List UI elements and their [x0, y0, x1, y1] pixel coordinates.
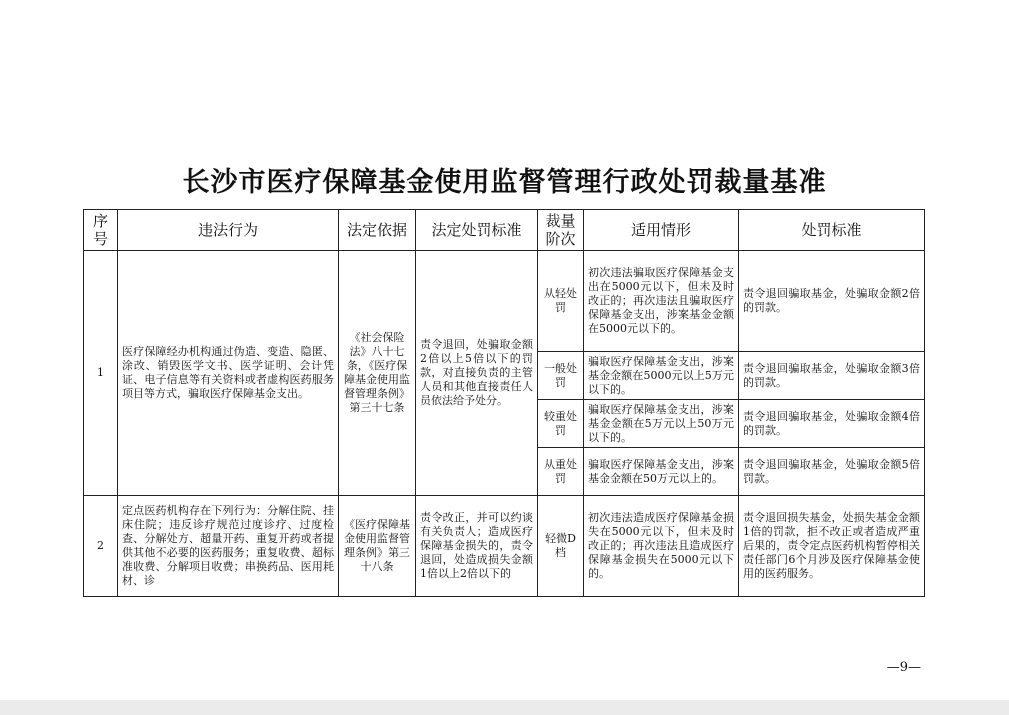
level-situation: 初次违法骗取医疗保障基金支出在5000元以下，但未及时改正的；再次违法且骗取医疗保障基金支出，涉案基金金额在5000元以下的。: [584, 251, 739, 352]
bottom-bar: [0, 700, 1009, 715]
table-row: [84, 251, 925, 352]
level-label: 一般处罚: [538, 352, 584, 400]
row-basis: 《医疗保障基金使用监督管理条例》第三十八条: [339, 496, 416, 597]
level-label: 从重处罚: [538, 448, 584, 496]
row-behavior: 定点医药机构存在下列行为：分解住院、挂床住院；违反诊疗规范过度诊疗、过度检查、分解处方、超量开药、重复开药或者提供其他不必要的医药服务；重复收费、超标准收费、分解项目收费；串换药品、医用耗材、诊: [118, 496, 339, 597]
level-penalty: 责令退回骗取基金，处骗取金额3倍的罚款。: [739, 352, 925, 400]
level-label: 较重处罚: [538, 400, 584, 448]
level-situation: 初次违法造成医疗保障基金损失在5000元以下，但未及时改正的；再次违法且造成医疗保障基金损失在5000元以下的。: [584, 496, 739, 597]
level-label: 从轻处罚: [538, 251, 584, 352]
header-basis: 法定依据: [339, 210, 416, 251]
page-title: 长沙市医疗保障基金使用监督管理行政处罚裁量基准: [182, 167, 827, 198]
row-seq: 2: [84, 496, 118, 597]
level-situation: 骗取医疗保障基金支出，涉案基金金额在5万元以上50万元以下的。: [584, 400, 739, 448]
header-situation: 适用情形: [584, 210, 739, 251]
page-number: —9—: [886, 660, 921, 675]
level-penalty: 责令退回骗取基金，处骗取金额2倍的罚款。: [739, 251, 925, 352]
header-seq: 序号: [84, 210, 118, 251]
header-standard: 法定处罚标准: [416, 210, 538, 251]
level-situation: 骗取医疗保障基金支出，涉案基金金额在5000元以上5万元以下的。: [584, 352, 739, 400]
row-basis: 《社会保险法》八十七条，《医疗保障基金使用监督管理条例》第三十七条: [339, 251, 416, 496]
penalty-table: [83, 209, 925, 597]
table-header-row: [84, 210, 925, 251]
row-seq: 1: [84, 251, 118, 496]
level-penalty: 责令退回损失基金，处损失基金金额1倍的罚款，拒不改正或者造成严重后果的，责令定点医药机构暂停相关责任部门6个月涉及医疗保障基金使用的医药服务。: [739, 496, 925, 597]
header-behavior: 违法行为: [118, 210, 339, 251]
row-standard: 责令改正，并可以约谈有关负责人；造成医疗保障基金损失的，责令退回，处造成损失金额1倍以上2倍以下的: [416, 496, 538, 597]
row-behavior: 医疗保障经办机构通过伪造、变造、隐匿、涂改、销毁医学文书、医学证明、会计凭证、电子信息等有关资料或者虚构医药服务项目等方式，骗取医疗保障基金支出。: [118, 251, 339, 496]
header-level: 裁量阶次: [538, 210, 584, 251]
row-standard: 责令退回，处骗取金额2倍以上5倍以下的罚款，对直接负责的主管人员和其他直接责任人员依法给予处分。: [416, 251, 538, 496]
header-penalty: 处罚标准: [739, 210, 925, 251]
table-row: [84, 496, 925, 597]
level-penalty: 责令退回骗取基金，处骗取金额4倍的罚款。: [739, 400, 925, 448]
level-situation: 骗取医疗保障基金支出，涉案基金金额在50万元以上的。: [584, 448, 739, 496]
level-penalty: 责令退回骗取基金，处骗取金额5倍罚款。: [739, 448, 925, 496]
level-label: 轻微D档: [538, 496, 584, 597]
